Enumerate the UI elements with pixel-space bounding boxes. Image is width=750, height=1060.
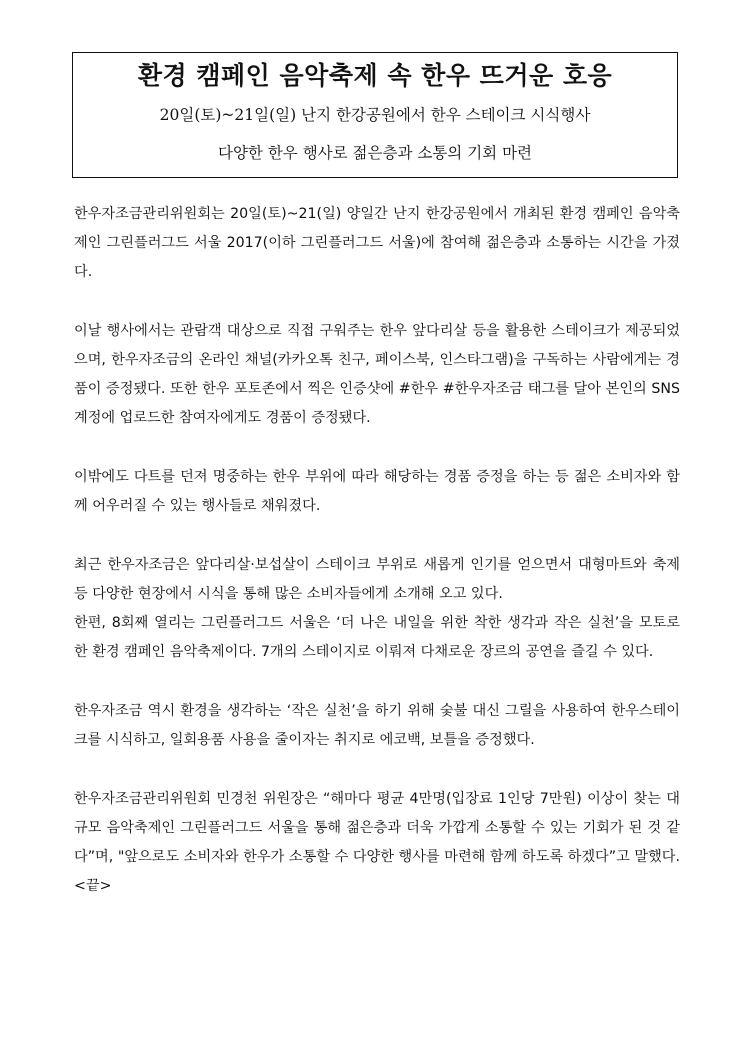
paragraph-gap [74,521,680,551]
subheadline-purpose: 다양한 한우 행사로 젊은층과 소통의 기회 마련 [217,144,533,162]
article-body [74,200,680,901]
paragraph-gap [74,287,680,317]
paragraph-eco-practice: 한우자조금 역시 환경을 생각하는 ‘작은 실천’을 하기 위해 숯불 대신 그릴을 사용하여 한우스테이크를 시식하고, 일회용품 사용을 줄이자는 취지로 에코백, 보틀을 증정했다. [74,703,680,748]
paragraph-festival-info: 한편, 8회째 열리는 그린플러그드 서울은 ‘더 나은 내일을 위한 착한 생각과 작은 실천’을 모토로 한 환경 캠페인 음악축제이다. 7개의 스테이지로 이뤄져 다채로운 장르의 공연을 즐길 수 있다. [74,615,680,660]
paragraph-dart-game: 이밖에도 다트를 던져 명중하는 한우 부위에 따라 해당하는 경품 증정을 하는 등 젊은 소비자와 함께 어우러질 수 있는 행사들로 채워졌다. [74,469,680,514]
paragraph-event-details: 이날 행사에서는 관람객 대상으로 직접 구워주는 한우 앞다리살 등을 활용한 스테이크가 제공되었으며, 한우자조금의 온라인 채널(카카오톡 친구, 페이스북, 인스타그램)을 구독하는 사람에게는 경품이 증정됐다. 또한 한우 포토존에서 찍은 인증샷에 #한우 #한우자조금 태그를 달아 본인의 SNS 계정에 업로드한 참여자에게도 경품이 증정됐다. [74,323,680,426]
paragraph-intro: 한우자조금관리위원회는 20일(토)~21(일) 양일간 난지 한강공원에서 개최된 환경 캠페인 음악축제인 그린플러그드 서울 2017(이하 그린플러그드 서울)에 참여해 젊은층과 소통하는 시간을 가졌다. [74,206,680,280]
paragraph-gap [74,433,680,463]
subheadline-date-event: 20일(토)~21일(일) 난지 한강공원에서 한우 스테이크 시식행사 [159,106,591,124]
title-box [72,52,678,178]
paragraph-chairman-quote: 한우자조금관리위원회 민경천 위원장은 “해마다 평균 4만명(입장료 1인당 7만원) 이상이 찾는 대규모 음악축제인 그린플러그드 서울을 통해 젊은층과 더욱 가깝게 소통할 수 있는 기회가 된 것 같다”며, "앞으로도 소비자와 한우가 소통할 수 다양한 행사를 마련해 함께 하도록 하겠다”고 말했다.<끝> [74,791,680,894]
paragraph-gap [74,667,680,697]
headline: 환경 캠페인 음악축제 속 한우 뜨거운 호응 [137,61,613,90]
paragraph-gap [74,755,680,785]
paragraph-steak-cuts: 최근 한우자조금은 앞다리살·보섭살이 스테이크 부위로 새롭게 인기를 얻으면서 대형마트와 축제 등 다양한 현장에서 시식을 통해 많은 소비자들에게 소개해 오고 있다. [74,557,680,602]
